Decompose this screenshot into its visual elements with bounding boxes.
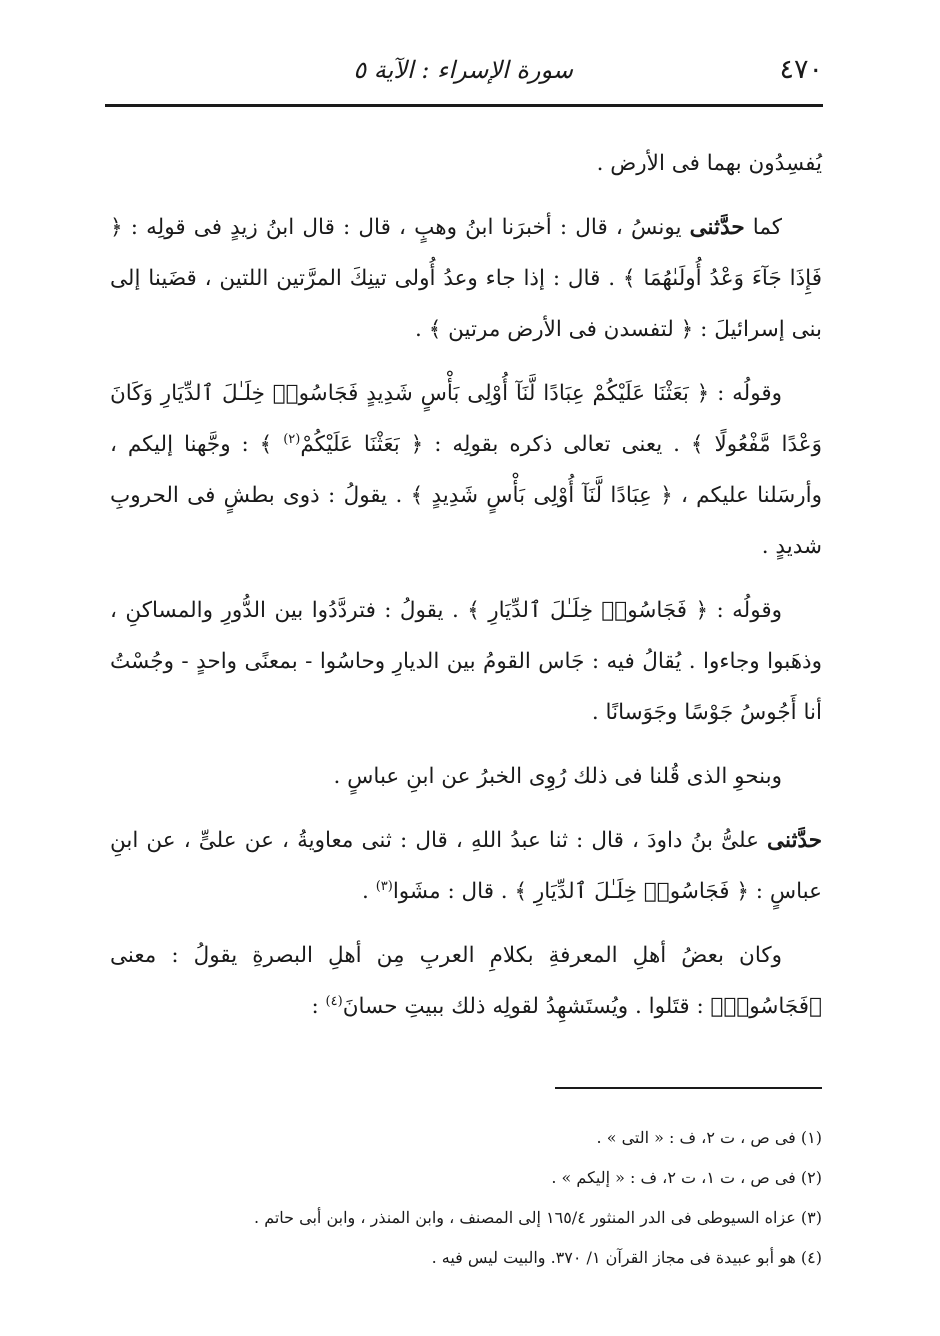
paragraph: وبنحوِ الذى قُلنا فى ذلك رُوِى الخبرُ عن ابنِ عباسٍ . [333,764,782,789]
footnote-reference: (٢) [283,431,301,447]
footnote-separator [555,1087,822,1089]
paragraph: حدَّثنى علىُّ بنُ داودَ ، قال : ثنا عبدُ اللهِ ، قال : ثنى معاويةُ ، عن علىٍّ ، عن ابنِ عباسٍ : ﴿ فَجَاسُوا۟ خِلَـٰلَ ٱلدِّيَارِ ﴾ . قال : مشَوا$^{(٣)}$ . [110,828,822,904]
narration-keyword: حدَّثنى [689,215,745,240]
header-rule [105,104,823,107]
paragraph: وقولُه : ﴿ بَعَثْنَا عَلَيْكُمْ عِبَادًا لَّنَآ أُوْلِى بَأْسٍ شَدِيدٍ فَجَاسُوا۟ خِلَـٰلَ ٱلدِّيَارِ وَكَانَ وَعْدًا مَّفْعُولًا ﴾ . يعنى تعالى ذكره بقولِه : ﴿ بَعَثْنَا عَلَيْكُمْ$^{(٢)}$ ﴾ : وجَّهنا إليكم ، وأرسَلنا عليكم ، ﴿ عِبَادًا لَّنَآ أُوْلِى بَأْسٍ شَدِيدٍ ﴾ . يقولُ : ذوى بطشٍ فى الحروبِ شديدٍ . [110,381,822,559]
paragraph: وقولُه : ﴿ فَجَاسُوا۟ خِلَـٰلَ ٱلدِّيَارِ ﴾ . يقولُ : فتردَّدُوا بين الدُّورِ والمساكنِ ، وذهَبوا وجاءوا . يُقالُ فيه : جَاس القومُ بين الديارِ وحاسُوا - بمعنًى واحدٍ - وجُسْتُ أنا أَجُوسُ جَوْسًا وجَوَسانًا . [110,598,822,725]
footnote-reference: (٣) [375,878,393,894]
footnotes [110,1118,822,1278]
paragraph: وكان بعضُ أهلِ المعرفةِ بكلامِ العربِ مِن أهلِ البصرةِ يقولُ : معنى ﴿فَجَاسُوا۟﴾ : قتَلوا . ويُستَشهِدُ لقولِه ذلك ببيتِ حسانَ$^{(٤)}$ : [110,943,822,1019]
main-text [110,138,822,1045]
page-header [105,50,823,98]
footnote: (٢) فى ص ، ت ١، ت ٢، ف : « إليكم » . [551,1168,822,1187]
footnote: (٣) عزاه السيوطى فى الدر المنثور ١٦٥/٤ إلى المصنف ، وابن المنذر ، وابن أبى حاتم . [254,1208,822,1227]
running-title: سورة الإسراء : الآية ٥ [353,56,573,84]
footnote: (١) فى ص ، ت ٢، ف : « التى » . [596,1128,822,1147]
paragraph: يُفسِدُون بهما فى الأرض . [596,151,822,176]
footnote-reference: (٤) [325,993,343,1009]
footnote: (٤) هو أبو عبيدة فى مجاز القرآن ١/ ٣٧٠. والبيت ليس فيه . [431,1248,822,1267]
narration-keyword: حدَّثنى [767,828,822,853]
paragraph: كما حدَّثنى يونسُ ، قال : أخبرَنا ابنُ وهبٍ ، قال : قال ابنُ زيدٍ فى قولِه : ﴿ فَإِذَا جَآءَ وَعْدُ أُولَىٰهُمَا ﴾ . قال : إذا جاء وعدُ أُولى تينِكَ المرَّتين اللتين ، قضَينا إلى بنى إسرائيلَ : ﴿ لتفسدن فى الأرض مرتين ﴾ . [110,215,822,342]
page-number: ٤٧٠ [779,54,823,85]
